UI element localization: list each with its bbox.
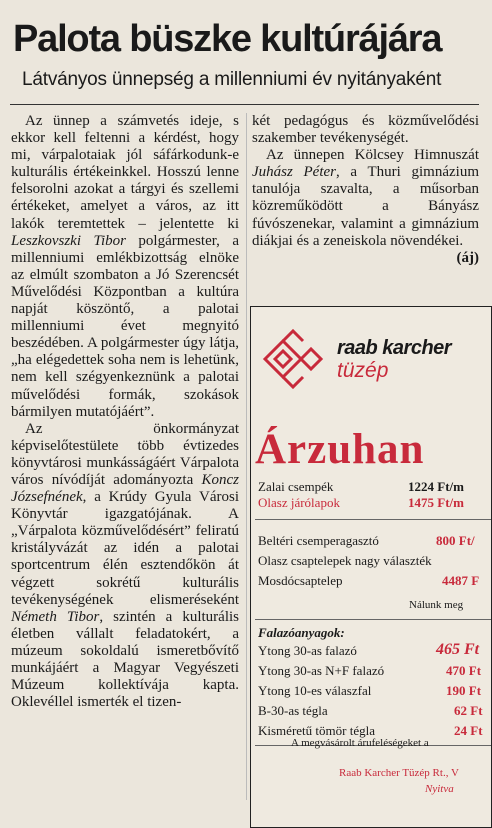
subheadline: Látványos ünnepség a millenniumi év nyitányaként xyxy=(22,69,442,90)
person-name: Németh Tibor xyxy=(11,608,100,625)
brand-logo-icon xyxy=(261,323,325,395)
ad-divider xyxy=(255,619,491,620)
person-name: Leszkovszki Tibor xyxy=(11,232,126,249)
paragraph-2 xyxy=(11,421,239,712)
price-row: Ytong 30-as N+F falazó 470 Ft xyxy=(258,663,482,678)
price-row: Olasz csaptelepek nagy választék xyxy=(258,553,432,568)
divider xyxy=(10,104,479,105)
price-row: Zalai csempék 1224 Ft/m xyxy=(258,479,464,494)
brand-subname: tüzép xyxy=(337,359,389,382)
price-row: Kisméretű tömör tégla 24 Ft xyxy=(258,723,483,738)
ad-note: Nálunk meg xyxy=(409,599,464,611)
text-run: Az ünnep a számvetés ideje, s ekkor kell feltenni a kérdést, hogy mi, várpalotaiak jól sáfárkodunk-e kulturális értékeinkkel. Hosszú lenne felsorolni azokat a tárgyi és szellemi értékeket, amelyet a város, az itt lakók teremtettek – jelentette ki xyxy=(11,113,239,232)
text-run: Az önkormányzat képviselőtestülete több évtizedes könyvtárosi munkásságáért Várpalota város nívódíját adományozta xyxy=(11,420,239,488)
article-column-2 xyxy=(252,113,479,267)
column-divider xyxy=(246,113,247,800)
ad-section-title: Falazóanyagok: xyxy=(258,625,345,640)
ad-title: Árzuhan xyxy=(255,426,425,473)
brand-name: raab karcher xyxy=(337,337,452,359)
paragraph-1 xyxy=(11,113,239,421)
price-row: Ytong 10-es válaszfal 190 Ft xyxy=(258,683,482,698)
ad-footer-hours: Nyitva xyxy=(425,783,454,795)
person-name: Koncz Józsefnének xyxy=(11,471,239,506)
text-run: , a Thuri gimnázium tanulója szavalta, a műsorban közreműködött a Bányász fúvószenekar, valamint a gimnázium diákjai és a zeneiskola növendékei. xyxy=(252,164,479,249)
signature: (áj) xyxy=(456,249,479,266)
price-row: B-30-as tégla 62 Ft xyxy=(258,703,483,718)
text-run: , a Krúdy Gyula Városi Könyvtár igazgatójának. A „Várpalota közművelődésért” feliratú kristályvázát az idén a palotai sportcentrum élén esztendőkön át végzett sokrétű kulturális tevékenységének elismeréseként xyxy=(11,489,239,608)
price-row: Olasz járólapok 1475 Ft/m xyxy=(258,495,464,510)
price-row: Mosdócsaptelep 4487 F xyxy=(258,573,480,588)
text-run: , szintén a kulturális életben vállalt feladatokért, a múzeum sokoldalú ismeretbővítő munkájáért a Magyar Vegyészeti Múzeum kollektívája kapta. Oklevéllel ismerték el tizen- xyxy=(11,608,240,711)
ad-footer-company: Raab Karcher Tüzép Rt., V xyxy=(339,767,459,779)
article-column-1 xyxy=(11,113,239,800)
paragraph-4 xyxy=(252,147,479,250)
person-name: Juhász Péter xyxy=(252,164,336,181)
price-row: Ytong 30-as falazó 465 Ft xyxy=(258,641,480,658)
text-run: polgármester, a millenniumi emlékbizottság elnöke az elmúlt szombaton a Jó Szerencsét Művelődési Központban a kultúra napját köszöntő, a palotai millenniumi évet megnyitó beszédében. A polgármester úgy látja, „ha elégedettek soha nem is lehetünk, nem kell szégyenkeznünk a palotai művelődési formák, szokások bármilyen mutatójáért”. xyxy=(11,232,239,420)
text-run: két pedagógus és közművelődési szakember tevékenységét. xyxy=(252,113,479,147)
headline: Palota büszke kultúrájára xyxy=(13,18,442,60)
paragraph-3 xyxy=(252,113,479,147)
ad-footer-line: A megvásárolt árufeléségeket a xyxy=(291,737,429,749)
ad-divider xyxy=(255,519,491,520)
price-row: Beltéri csemperagasztó 800 Ft/ xyxy=(258,533,475,548)
text-run: Az ünnepen Kölcsey Himnuszát xyxy=(266,147,479,164)
advertisement xyxy=(250,306,492,828)
